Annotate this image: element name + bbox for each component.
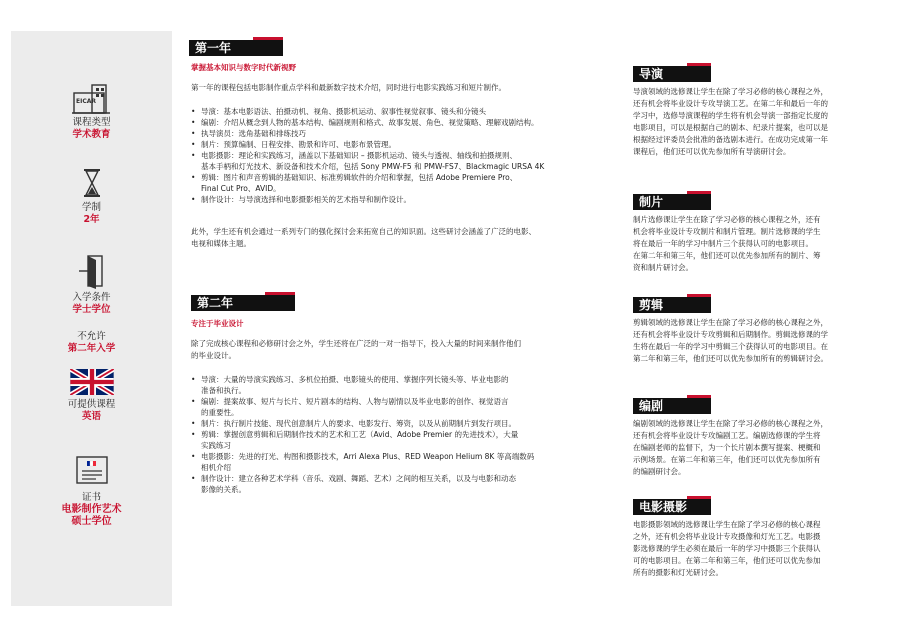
year2-bullet-line: 准备和执行。 (201, 386, 246, 395)
year2-bullet-item (191, 396, 611, 418)
year2-bullet-item (191, 374, 611, 396)
specialization-line: 制片选修课让学生在除了学习必修的核心课程之外，还有 (633, 215, 821, 224)
specialization-line: 导演领域的选修课让学生在除了学习必修的核心课程之外， (633, 87, 828, 96)
specialization-title: 制片 (633, 194, 711, 210)
specialization-description (633, 418, 863, 478)
year2-bullet-item (191, 418, 611, 429)
year1-bullet-line: • 电影摄影：理论和实践练习，涵盖以下基础知识 – 摄影机运动、镜头与透视、轴线和拍摄规则、 (201, 151, 518, 160)
year2-bullet-item (191, 473, 611, 495)
sidebar-item-duration (11, 168, 172, 226)
specialization-line: 资和制片研讨会。 (633, 263, 693, 272)
year1-intro: 第一年的课程包括电影制作重点学科和最新数字技术介绍，同时进行电影实践练习和短片制作。 (191, 83, 506, 92)
specialization-description (633, 519, 863, 579)
specialization-title: 电影摄影 (633, 499, 711, 515)
specialization-title: 导演 (633, 66, 711, 82)
certificate-value-2: 硕士学位 (71, 516, 112, 527)
year2-subtitle: 专注于毕业设计 (191, 319, 244, 328)
specialization-line: 还有机会将毕业设计专攻导演工艺。在第二年和最后一年的 (633, 99, 828, 108)
year1-outro-2: 电视和媒体主题。 (191, 239, 251, 248)
specialization-description (633, 317, 863, 365)
year2-bullet-line: • 制作设计：建立各种艺术学科（音乐、戏剧、舞蹈、艺术）之间的相互关系，以及与电影和动态 (201, 474, 516, 483)
sidebar-item-no-second-year (11, 331, 172, 355)
language-label: 可提供课程 (67, 399, 116, 410)
door-enter-icon (78, 254, 106, 290)
admission-label: 入学条件 (72, 292, 111, 303)
specialization-line: 编剧领域的选修课让学生在除了学习必修的核心课程之外， (633, 419, 828, 428)
year2-bullet-line: 实践练习 (201, 441, 231, 450)
duration-value: 2年 (83, 214, 100, 225)
year1-subtitle: 掌握基本知识与数字时代新视野 (191, 63, 296, 72)
year1-bullet-item (191, 194, 611, 205)
year2-intro-2: 的毕业设计。 (191, 351, 236, 360)
admission-value: 学士学位 (72, 304, 111, 315)
certificate-icon (76, 456, 108, 484)
certificate-value: 电影制作艺术 (61, 504, 122, 515)
year2-bullet-line: 相机介绍 (201, 463, 231, 472)
specialization-line: 可的电影项目。在第二年和第三年，他们还可以优先参加 (633, 556, 821, 565)
specialization-description (633, 214, 863, 274)
year2-bullet-line: • 导演：大量的导演实践练习、多机位拍摄、电影镜头的使用、掌握序列长镜头等、毕业电影的 (201, 375, 509, 384)
uk-flag-icon (70, 369, 114, 395)
year2-intro-1: 除了完成核心课程和必修研讨会之外，学生还将在广泛的一对一指导下，投入大量的时间来制作他们 (191, 339, 521, 348)
info-sidebar (11, 31, 172, 606)
year1-bullet-list (191, 106, 611, 205)
year1-outro-1: 此外，学生还有机会通过一系列专门的强化探讨会来拓宽自己的知识面。这些研讨会涵盖了广泛的电影、 (191, 227, 536, 236)
specialization-line: 电影项目，可以是根据自己的剧本、纪录片提案，也可以是 (633, 123, 828, 132)
specialization-line: 将在最后一年的学习中制片三个获得认可的电影项目。 (633, 239, 813, 248)
hourglass-icon (82, 168, 102, 198)
specialization-line: 剪辑领域的选修课让学生在除了学习必修的核心课程之外， (633, 318, 828, 327)
specialization-title: 编剧 (633, 398, 711, 414)
specialization-line: 所有的摄影和灯光研讨会。 (633, 568, 723, 577)
year1-bullet-line: 基本手柄和灯光技术、新设备和技术介绍，包括 Sony PMW-F5 和 PMW-FS7、Blackmagic URSA 4K (201, 162, 545, 171)
sidebar-item-certificate (11, 456, 172, 528)
specialization-title: 剪辑 (633, 297, 711, 313)
year1-bullet-item (191, 106, 611, 117)
course-type-label: 课程类型 (72, 117, 111, 128)
specialization-description (633, 86, 863, 158)
year1-bullet-item (191, 172, 611, 194)
year1-bullet-line: • 导演：基本电影语法、拍摄动机、视角、摄影机运动、叙事性视觉叙事、镜头和分镜头 (201, 107, 486, 116)
sidebar-item-course-type (11, 83, 172, 141)
year1-title: 第一年 (189, 40, 283, 56)
sidebar-item-language (11, 369, 172, 423)
specialization-line: 在编剧老师的监督下，为一个长片剧本撰写提案、梗概和 (633, 443, 821, 452)
year2-bullet-line: • 电影摄影：先进的打光、构图和摄影技术，Arri Alexa Plus、RED Weapon Helium 8K 等高端数码 (201, 452, 535, 461)
specialization-line: 生将在最后一年的学习中剪辑三个获得认可的电影项目。在 (633, 342, 828, 351)
course-type-value: 学术教育 (72, 129, 111, 140)
eicar-building-icon (72, 83, 112, 117)
specialization-line: 的编剧研讨会。 (633, 467, 686, 476)
year2-title: 第二年 (191, 295, 295, 311)
specialization-line: 影选修课的学生必须在最后一年的学习中摄影三个获得认 (633, 544, 821, 553)
year2-bullet-item (191, 429, 611, 451)
year2-bullet-line: • 编剧：提案故事、短片与长片、短片剧本的结构、人物与剧情以及毕业电影的创作、视觉语言 (201, 397, 509, 406)
certificate-label: 证书 (81, 492, 101, 503)
year1-bullet-line: • 执导演员：选角基础和排练技巧 (201, 129, 306, 138)
specialization-line: 还有机会将毕业设计专攻剪辑和后期制作。剪辑选修课的学 (633, 330, 828, 339)
year1-bullet-line: • 制片：预算编制、日程安排、勘景和许可、电影布景管理。 (201, 140, 396, 149)
no-second-year-value: 第二年入学 (67, 343, 116, 354)
year2-bullet-line: 的重要性。 (201, 408, 239, 417)
specialization-line: 学习中，选修导演课程的学生将有机会导演一部指定长度的 (633, 111, 828, 120)
specialization-line: 根据经过评委员会批准的备选剧本进行。在成功完成第一年 (633, 135, 828, 144)
specialization-line: 机会将毕业设计专攻制片和制片管理。制片选修课的学生 (633, 227, 821, 236)
eicar-text: EICAR (75, 98, 96, 105)
specialization-line: 课程后，他们还可以优先参加所有导演研讨会。 (633, 147, 791, 156)
no-second-year-label: 不允许 (77, 331, 106, 342)
year1-bullet-line: • 剪辑：图片和声音剪辑的基础知识、标准剪辑软件的介绍和掌握，包括 Adobe Premiere Pro、 (201, 173, 518, 182)
specialization-line: 之外，还有机会将毕业设计专攻摄像和灯光工艺。电影摄 (633, 532, 821, 541)
year1-bullet-line: • 制作设计：与导演选择和电影摄影相关的艺术指导和制作设计。 (201, 195, 411, 204)
specialization-line: 示例场景。在第二年和第三年，他们还可以优先参加所有 (633, 455, 821, 464)
year2-bullet-line: 影像的关系。 (201, 485, 246, 494)
year1-bullet-item (191, 128, 611, 139)
specialization-line: 还有机会将毕业设计专攻编剧工艺。编剧选修课的学生将 (633, 431, 821, 440)
duration-label: 学制 (81, 202, 101, 213)
year2-bullet-line: • 制片：执行制片技能、现代创意制片人的要求、电影发行、筹资，以及从前期制片到发行项目。 (201, 419, 516, 428)
year1-bullet-item (191, 150, 611, 172)
year2-bullet-list (191, 374, 611, 495)
year1-bullet-line: Final Cut Pro、AVID。 (201, 184, 281, 193)
specialization-line: 第二年和第三年，他们还可以优先参加所有的剪辑研讨会。 (633, 354, 828, 363)
year1-bullet-item (191, 117, 611, 128)
year1-bullet-item (191, 139, 611, 150)
specialization-line: 在第二年和第三年，他们还可以优先参加所有的制片、筹 (633, 251, 821, 260)
year2-bullet-line: • 剪辑：掌握创意剪辑和后期制作技术的艺术和工艺（Avid、Adobe Premier 的先进技术），大量 (201, 430, 519, 439)
language-value: 英语 (81, 411, 101, 422)
year1-bullet-line: • 编剧：介绍从概念到人物的基本结构、编剧规则和格式、故事发展、角色、视觉策略、理解戏剧结构。 (201, 118, 539, 127)
sidebar-item-admission (11, 254, 172, 316)
specialization-line: 电影摄影领域的选修课让学生在除了学习必修的核心课程 (633, 520, 821, 529)
year2-bullet-item (191, 451, 611, 473)
